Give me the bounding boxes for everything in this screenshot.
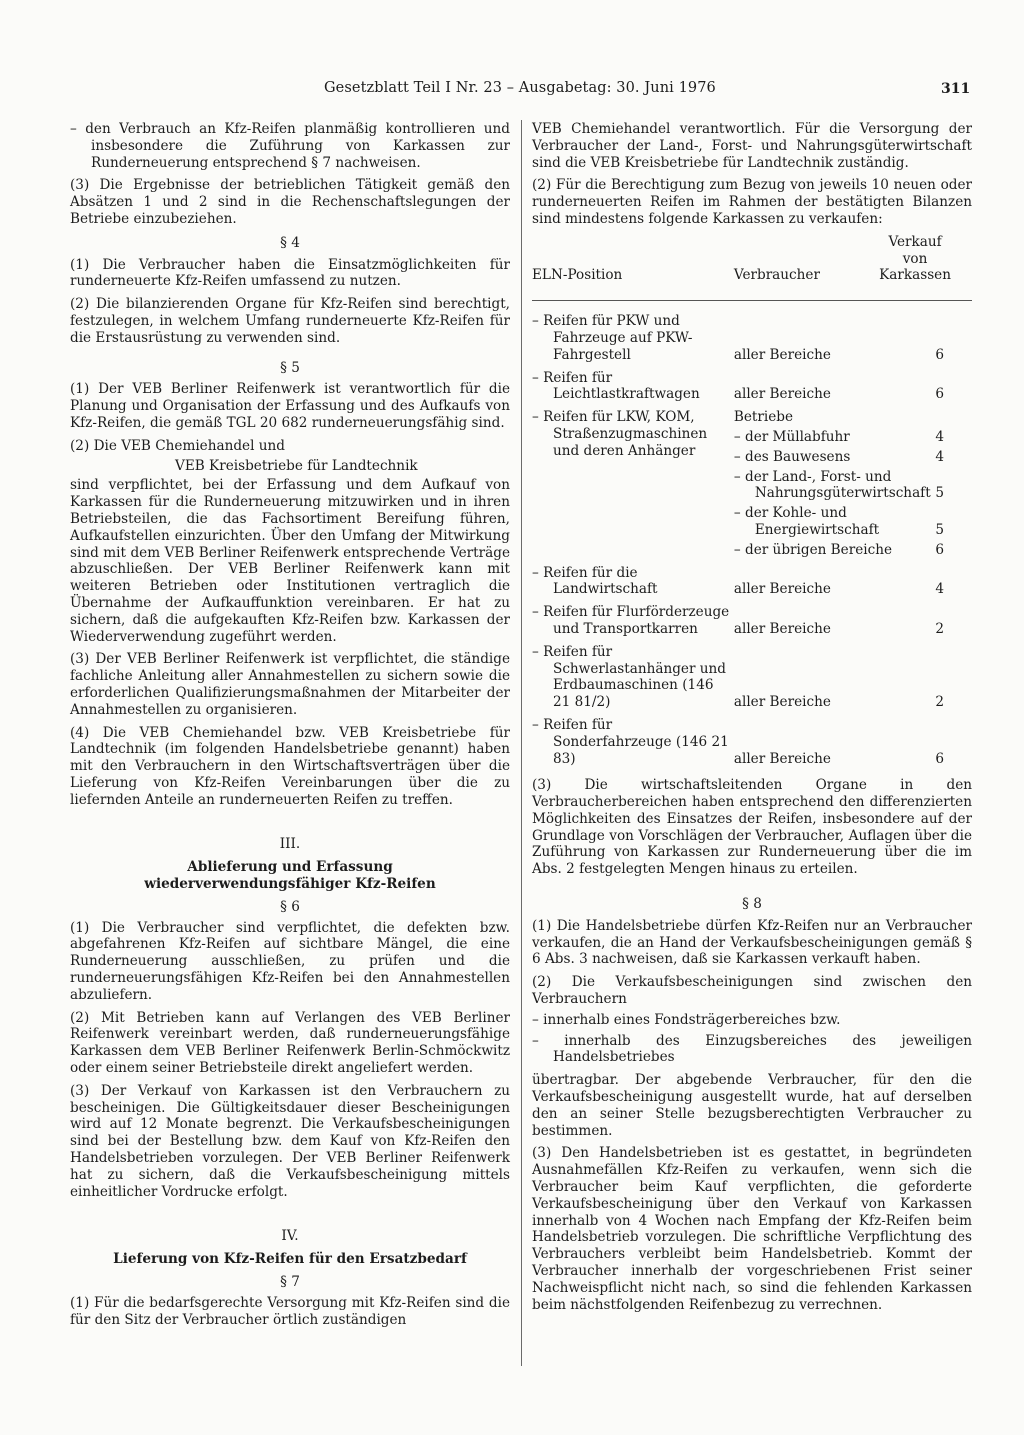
paragraph: (1) Die Handelsbetriebe dürfen Kfz-Reifen nur an Verbraucher verkaufen, die an Hand der Verkaufsbescheinigungen gemäß § 6 Abs. 3 nachweisen, daß sie Karkassen verkauft haben. [532, 917, 972, 968]
column-divider [521, 120, 522, 1366]
paragraph: VEB Kreisbetriebe für Landtechnik [175, 457, 418, 474]
table-cell: – Reifen für die Landwirtschaft [532, 564, 658, 598]
paragraph: (2) Die bilanzierenden Organe für Kfz-Reifen sind berechtigt, festzulegen, in welchem Umfang runderneuerte Kfz-Reifen für die Erstausrüstung zu verwenden sind. [70, 296, 510, 346]
table-row [532, 313, 972, 363]
table-cell: – der Kohle- und Energiewirtschaft [733, 505, 880, 538]
gazette-title: Gesetzblatt Teil I Nr. 23 – Ausgabetag: 30. Juni 1976 [324, 80, 716, 96]
paragraph: (2) Für die Berechtigung zum Bezug von jeweils 10 neuen oder runderneuerten Reifen im Rahmen der bestätigten Bilanzen sind mindestens folgende Karkassen zu verkaufen: [532, 177, 972, 227]
karkassen-table [532, 234, 972, 768]
paragraph: (2) Die Verkaufsbescheinigungen sind zwischen den Verbrauchern [532, 974, 972, 1008]
paragraph: (2) Die VEB Chemiehandel und [70, 437, 285, 454]
table-header-cell: Verkauf von Karkassen [879, 233, 951, 284]
paragraph: (1) Der VEB Berliner Reifenwerk ist verantwortlich für die Planung und Organisation der Erfassung und des Aufkaufs von Kfz-Reifen, die gemäß TGL 20 682 runderneuerungsfähig sind. [70, 381, 510, 431]
table-cell: aller Bereiche [733, 581, 831, 598]
chapter-title: Lieferung von Kfz-Reifen für den Ersatzbedarf [113, 1251, 467, 1268]
table-cell: 5 [935, 485, 944, 502]
paragraph: (4) Die VEB Chemiehandel bzw. VEB Kreisbetriebe für Landtechnik (im folgenden Handelsbetriebe genannt) haben mit den Verbrauchern in den Wirtschaftsverträgen über die Lieferung von Kfz-Reifen Vereinbarungen über die zu liefernden Anteile an runderneuerten Reifen zu treffen. [70, 724, 510, 808]
table-cell: – Reifen für Schwerlastanhänger und Erdbaumaschinen (146 21 81/2) [532, 643, 727, 711]
paragraph: (3) Die Ergebnisse der betrieblichen Tätigkeit gemäß den Absätzen 1 und 2 sind in die Rechenschaftslegungen der Betriebe einzubeziehen. [70, 177, 510, 227]
table-cell: 5 [935, 521, 944, 538]
paragraph: (3) Der Verkauf von Karkassen ist den Verbrauchern zu bescheinigen. Die Gültigkeitsdauer dieser Bescheinigungen wird auf 12 Monate begrenzt. Die Verkaufsbescheinigungen sind bei der Bestellung bzw. dem Kauf von Kfz-Reifen den Handelsbetrieben vorzulegen. Der VEB Berliner Reifenwerk hat zu sichern, daß die Verkaufsbescheinigung mittels einheitlicher Vordrucke erfolgt. [70, 1082, 510, 1200]
section-heading: § 5 [280, 359, 300, 376]
table-cell: – des Bauwesens [733, 448, 851, 465]
table-cell: aller Bereiche [733, 386, 831, 403]
table-cell: 4 [935, 428, 944, 445]
chapter-number: III. [279, 836, 301, 853]
section-heading: § 8 [742, 896, 762, 913]
chapter-title: Ablieferung und Erfassung [187, 859, 393, 876]
paragraph: (3) Die wirtschaftsleitenden Organe in den Verbraucherbereichen haben entsprechend den differenzierten Möglichkeiten des Einsatzes der Reifen, insbesondere auf der Grundlage von Vorschlägen der Verbraucher, Auflagen über die Zuführung von Karkassen zur Runderneuerung über die im Abs. 2 festgelegten Mengen hinaus zu erteilen. [532, 777, 972, 878]
table-header-cell: Verbraucher [733, 267, 820, 284]
table-cell: 4 [935, 581, 944, 598]
table-header-row [532, 234, 972, 284]
table-cell: – Reifen für Flurförderzeuge und Transportkarren [532, 604, 730, 637]
paragraph: (1) Die Verbraucher haben die Einsatzmöglichkeiten für runderneuerte Kfz-Reifen umfassend zu nutzen. [70, 256, 510, 290]
table-cell: – der übrigen Bereiche [733, 541, 893, 558]
table-cell: 6 [935, 750, 944, 767]
section-heading: § 7 [280, 1274, 300, 1291]
table-cell: 6 [935, 386, 944, 403]
paragraph: übertragbar. Der abgebende Verbraucher, für den die Verkaufsbescheinigung ausgestellt wurde, hat auf derselben den an seiner Stelle bezugsberechtigten Verbraucher zu bestimmen. [532, 1072, 972, 1139]
table-cell: – Reifen für Sonderfahrzeuge (146 21 83) [532, 716, 729, 767]
list-item: – innerhalb eines Fondsträgerbereiches bzw. [532, 1011, 841, 1028]
table-cell: 2 [935, 694, 944, 711]
table-cell: 2 [935, 620, 944, 637]
section-heading: § 4 [280, 234, 300, 251]
table-row [532, 409, 972, 558]
table-cell: – Reifen für Leichtlastkraftwagen [532, 369, 700, 403]
table-cell: aller Bereiche [733, 346, 831, 363]
table-cell: – Reifen für PKW und Fahrzeuge auf PKW-Fahrgestell [532, 313, 693, 363]
paragraph: (1) Für die bedarfsgerechte Versorgung mit Kfz-Reifen sind die für den Sitz der Verbraucher örtlich zuständigen [70, 1294, 510, 1328]
paragraph: (2) Mit Betrieben kann auf Verlangen des VEB Berliner Reifenwerk vereinbart werden, daß runderneuerungsfähige Karkassen dem VEB Berliner Reifenwerk Berlin-Schmöckwitz oder einem seiner Betriebsteile direkt angeliefert werden. [70, 1009, 510, 1077]
paragraph: (1) Die Verbraucher sind verpflichtet, die defekten bzw. abgefahrenen Kfz-Reifen auf sichtbare Mängel, die eine Runderneuerung ausschließen, zu prüfen und die runderneuerungsfähigen Kfz-Reifen bei den Annahmestellen abzuliefern. [70, 919, 510, 1003]
table-row [532, 644, 972, 711]
paragraph: VEB Chemiehandel verantwortlich. Für die Versorgung der Verbraucher der Land-, Forst- und Nahrungsgüterwirtschaft sind die VEB Kreisbetriebe für Landtechnik zuständig. [532, 121, 972, 171]
chapter-number: IV. [281, 1228, 299, 1245]
table-cell: Betriebe [733, 409, 794, 426]
paragraph: (3) Der VEB Berliner Reifenwerk ist verpflichtet, die ständige fachliche Anleitung aller Annahmestellen zu sichern sowie die erforderlichen Qualifizierungsmaßnahmen der Mitarbeiter der Annahmestellen zu organisieren. [70, 651, 510, 718]
page-header [0, 80, 1024, 102]
table-row [532, 370, 972, 404]
paragraph: – den Verbrauch an Kfz-Reifen planmäßig kontrollieren und insbesondere die Zuführung von Karkassen zur Runderneuerung entsprechend § 7 nachweisen. [70, 121, 510, 171]
section-heading: § 6 [280, 898, 300, 915]
paragraph: sind verpflichtet, bei der Erfassung und dem Aufkauf von Karkassen für die Runderneuerung mitzuwirken und in ihren Betriebsteilen, die das Fachsortiment Bereifung führen, Aufkaufstellen einzurichten. Über den Umfang der Mitwirkung sind mit dem VEB Berliner Reifenwerk entsprechende Verträge abzuschließen. Der VEB Berliner Reifenwerk kann mit weiteren Betrieben oder Institutionen vertraglich die Übernahme der Aufkauffunktion vereinbaren. Er hat zu sichern, daß die aufgekauften Kfz-Reifen bzw. Karkassen der Wiederverwendung zugeführt werden. [70, 477, 510, 645]
table-cell: aller Bereiche [733, 694, 831, 711]
table-cell: aller Bereiche [733, 750, 831, 767]
table-cell: aller Bereiche [733, 620, 831, 637]
paragraph: (3) Den Handelsbetrieben ist es gestattet, in begründeten Ausnahmefällen Kfz-Reifen zu verkaufen, wenn sich die Verbraucher beim Kauf verpflichten, die geforderte Verkaufsbescheinigung über den Verkauf von Karkassen innerhalb von 4 Wochen nach Empfang der Kfz-Reifen beim Handelsbetrieb vorzulegen. Die schriftliche Verpflichtung des Verbrauchers verbleibt beim Handelsbetrieb. Kommt der Verbraucher innerhalb der vorgeschriebenen Frist seiner Nachweispflicht nicht nach, so sind die fehlenden Karkassen beim nächstfolgenden Reifenbezug zu verrechnen. [532, 1145, 972, 1313]
table-row [532, 565, 972, 599]
chapter-title: wiederverwendungsfähiger Kfz-Reifen [144, 876, 436, 893]
table-cell: 6 [935, 541, 944, 558]
table-header-cell: ELN-Position [532, 267, 623, 284]
table-cell: – der Land-, Forst- und Nahrungsgüterwirtschaft [733, 468, 931, 502]
left-column [70, 121, 510, 1328]
table-cell: – Reifen für LKW, KOM, Straßenzugmaschinen und deren Anhänger [532, 409, 708, 459]
right-column [532, 121, 972, 1313]
table-cell: 6 [935, 346, 944, 363]
table-cell: – der Müllabfuhr [733, 428, 850, 445]
page-number: 311 [941, 81, 971, 97]
table-row [532, 717, 972, 767]
table-row [532, 604, 972, 638]
table-cell: 4 [935, 448, 944, 465]
list-item: – innerhalb des Einzugsbereiches des jeweiligen Handelsbetriebes [532, 1032, 972, 1066]
